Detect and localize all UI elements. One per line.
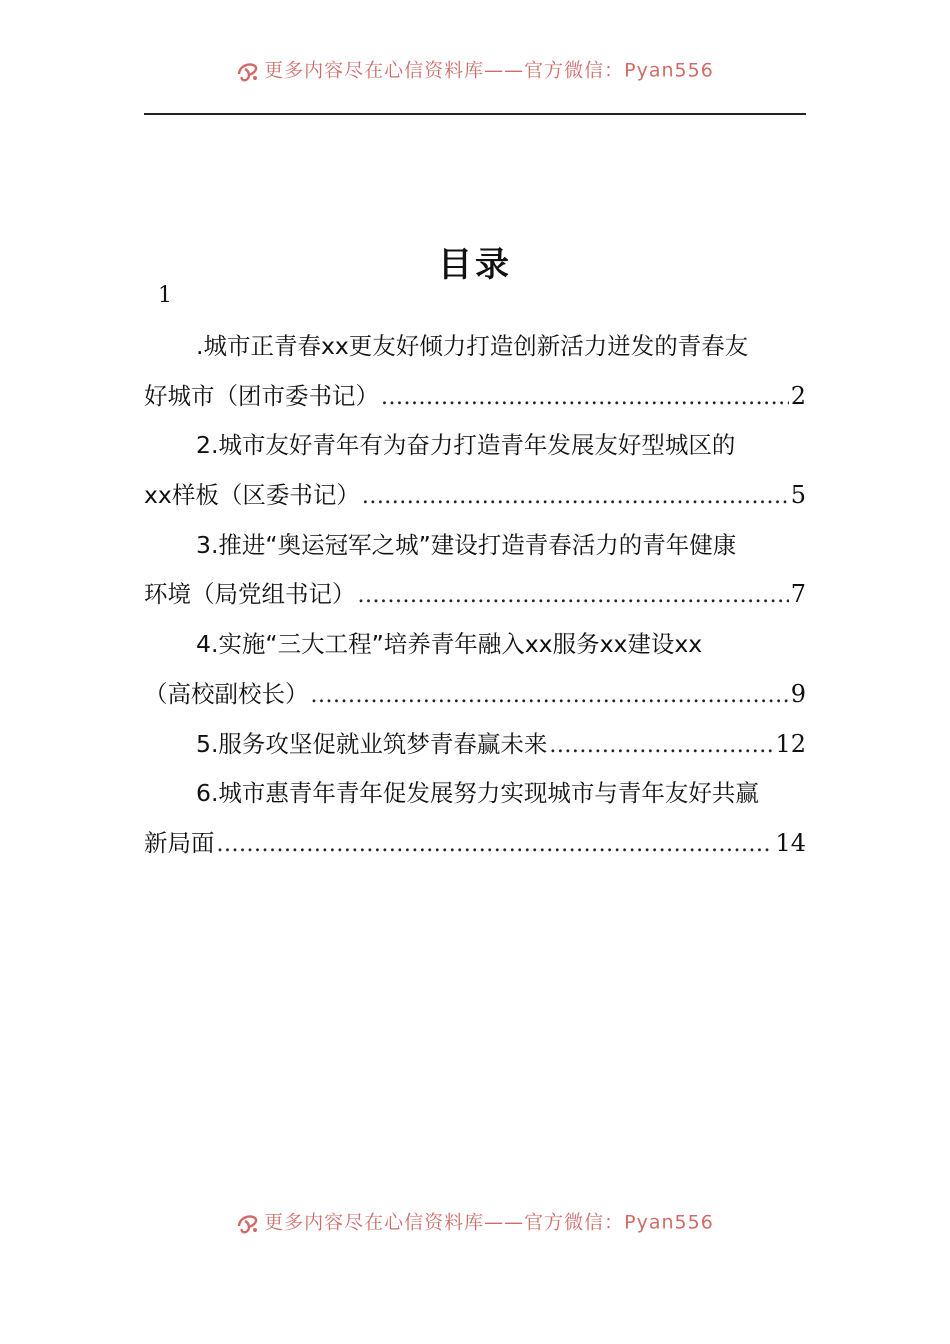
logo-icon xyxy=(236,1212,260,1234)
toc-entry-title: 2.城市友好青年有为奋力打造青年发展友好型城区的 xyxy=(196,431,736,460)
dot-leader xyxy=(311,671,789,721)
toc-entry-title: 5.服务攻坚促就业筑梦青春赢未来 xyxy=(196,729,548,758)
toc-entry-line xyxy=(144,471,806,521)
stray-number: 1 xyxy=(158,283,172,308)
toc-page-number[interactable]: 12 xyxy=(775,729,806,758)
toc-page-number[interactable]: 9 xyxy=(790,679,806,708)
toc-entry-line xyxy=(144,620,806,670)
toc-entry-title: 3.推进“奥运冠军之城”建设打造青春活力的青年健康 xyxy=(196,530,737,559)
page-title: 目录 xyxy=(438,244,512,285)
footer-watermark xyxy=(0,1210,950,1235)
dot-leader xyxy=(358,571,789,621)
toc-entry-line xyxy=(144,570,806,620)
toc-entry-title-continued: xx样板（区委书记） xyxy=(144,481,360,510)
toc-entry-line xyxy=(144,670,806,720)
toc-page-number[interactable]: 5 xyxy=(790,481,806,510)
toc-entry-line xyxy=(144,322,806,372)
table-of-contents xyxy=(144,322,806,869)
toc-entry-title-continued: 新局面 xyxy=(144,828,215,857)
toc-entry-4[interactable] xyxy=(144,620,806,719)
dot-leader xyxy=(549,721,773,771)
dot-leader xyxy=(217,820,774,870)
toc-entry-line xyxy=(144,769,806,819)
toc-page-number[interactable]: 2 xyxy=(790,381,806,410)
header-watermark xyxy=(0,58,950,83)
toc-entry-line xyxy=(144,372,806,422)
dot-leader xyxy=(362,472,789,522)
toc-entry-line xyxy=(144,720,806,770)
toc-entry-1[interactable] xyxy=(144,322,806,421)
toc-page-number[interactable]: 14 xyxy=(775,828,806,857)
logo-icon xyxy=(236,60,260,82)
toc-entry-5[interactable] xyxy=(144,720,806,770)
toc-entry-title: 4.实施“三大工程”培养青年融入xx服务xx建设xx xyxy=(196,630,703,659)
watermark-text: 更多内容尽在心信资料库——官方微信：Pyan556 xyxy=(264,59,714,82)
toc-entry-2[interactable] xyxy=(144,421,806,520)
toc-entry-title-continued: （高校副校长） xyxy=(144,679,309,708)
toc-entry-line xyxy=(144,521,806,571)
header-rule xyxy=(144,113,806,115)
toc-entry-title-continued: 好城市（团市委书记） xyxy=(144,381,379,410)
toc-page-number[interactable]: 7 xyxy=(790,580,806,609)
toc-entry-3[interactable] xyxy=(144,521,806,620)
toc-entry-line xyxy=(144,819,806,869)
toc-entry-6[interactable] xyxy=(144,769,806,868)
toc-entry-title: .城市正青春xx更友好倾力打造创新活力迸发的青春友 xyxy=(196,332,749,360)
toc-entry-title: 6.城市惠青年青年促发展努力实现城市与青年友好共赢 xyxy=(196,779,759,808)
dot-leader xyxy=(381,373,789,423)
toc-entry-line xyxy=(144,421,806,471)
watermark-text: 更多内容尽在心信资料库——官方微信：Pyan556 xyxy=(264,1211,714,1234)
toc-entry-title-continued: 环境（局党组书记） xyxy=(144,580,356,609)
